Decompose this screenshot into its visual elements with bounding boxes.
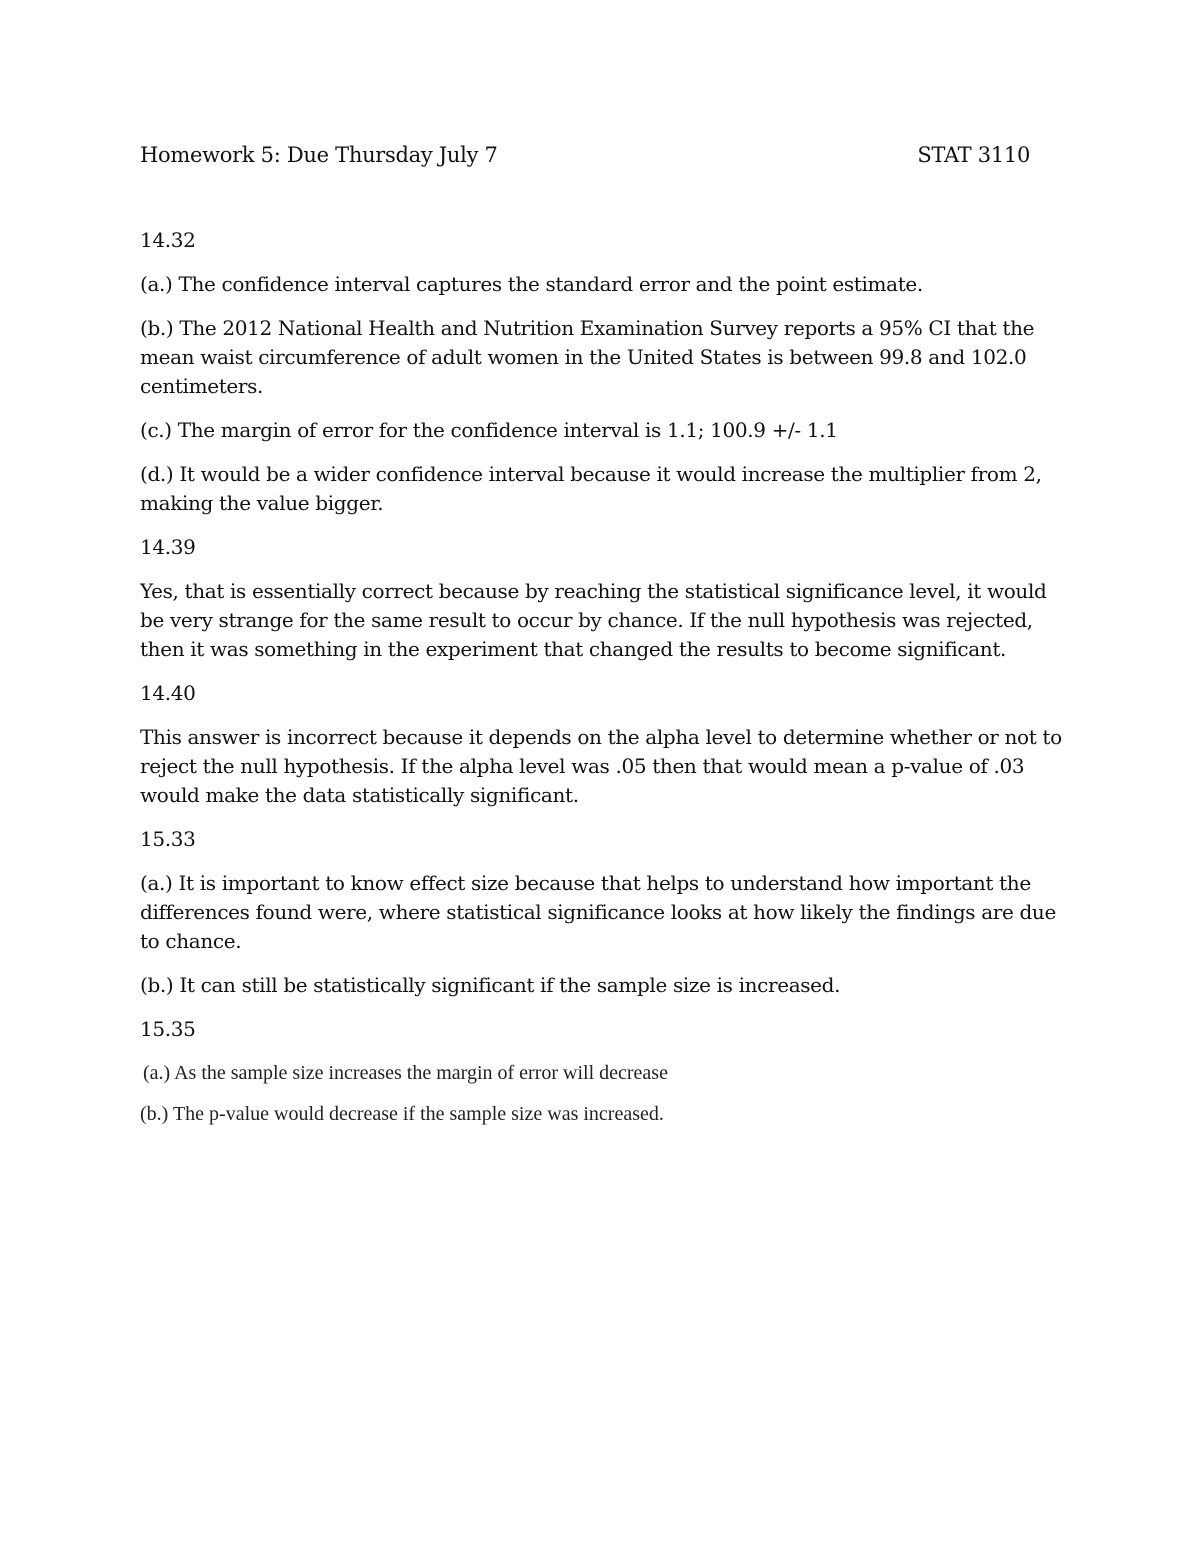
answer-14-32-b: (b.) The 2012 National Health and Nutrition Examination Survey reports a 95% CI that the mean waist circumference of adult women in the United States is between 99.8 and 102.0 centimeters. [140, 316, 1035, 398]
answer-14-32-a: (a.) The confidence interval captures the standard error and the point estimate. [140, 272, 923, 296]
problem-number-14-40: 14.40 [140, 681, 196, 705]
answer-14-40: This answer is incorrect because it depends on the alpha level to determine whether or not to reject the null hypothesis. If the alpha level was .05 then that would mean a p-value of .03 would make the data statistically significant. [140, 725, 1062, 807]
answer-15-33-a: (a.) It is important to know effect size because that helps to understand how important the differences found were, where statistical significance looks at how likely the findings are due to chance. [140, 871, 1056, 953]
answer-15-35-b: (b.) The p-value would decrease if the sample size was increased. [140, 1103, 664, 1125]
problem-number-14-32: 14.32 [140, 228, 196, 252]
document-page [140, 140, 1070, 1141]
answer-14-39: Yes, that is essentially correct because by reaching the statistical significance level, it would be very strange for the same result to occur by chance. If the null hypothesis was rejected, then it was something in the experiment that changed the results to become significant. [140, 579, 1047, 661]
course-code: STAT 3110 [917, 143, 1030, 167]
problem-number-15-33: 15.33 [140, 827, 196, 851]
answer-15-35-a: (a.) As the sample size increases the margin of error will decrease [143, 1062, 668, 1084]
problem-number-14-39: 14.39 [140, 535, 196, 559]
problem-number-15-35: 15.35 [140, 1017, 196, 1041]
homework-title: Homework 5: Due Thursday July 7 [140, 143, 498, 167]
document-header [140, 140, 1070, 170]
answer-14-32-d: (d.) It would be a wider confidence interval because it would increase the multiplier from 2, making the value bigger. [140, 462, 1042, 515]
answer-15-33-b: (b.) It can still be statistically significant if the sample size is increased. [140, 973, 841, 997]
answer-14-32-c: (c.) The margin of error for the confidence interval is 1.1; 100.9 +/- 1.1 [140, 418, 838, 442]
